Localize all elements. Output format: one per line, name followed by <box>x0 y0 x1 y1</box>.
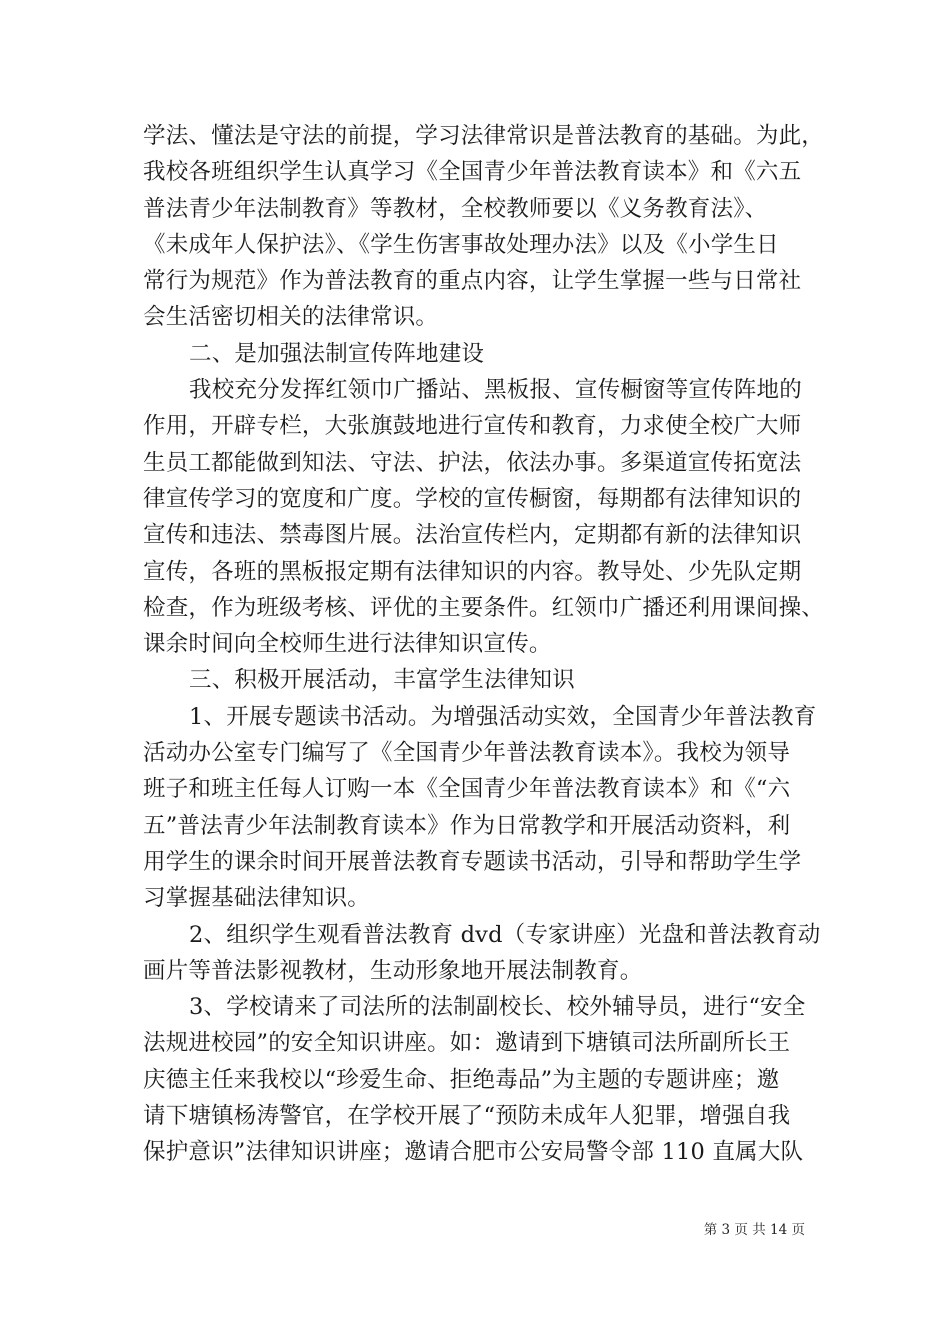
text-line: 请下塘镇杨涛警官，在学校开展了“预防未成年人犯罪，增强自我 <box>143 1103 791 1130</box>
text-line: 画片等普法影视教材，生动形象地开展法制教育。 <box>143 957 643 984</box>
text-line: 活动办公室专门编写了《全国青少年普法教育读本》。我校为领导 <box>143 740 791 767</box>
text-line: 常行为规范》作为普法教育的重点内容，让学生掌握一些与日常社 <box>143 268 802 295</box>
text-line: 普法青少年法制教育》等教材，全校教师要以《义务教育法》、 <box>143 195 768 222</box>
text-line: 律宣传学习的宽度和广度。学校的宣传橱窗，每期都有法律知识的 <box>143 485 802 512</box>
text-line: 检查，作为班级考核、评优的主要条件。红领巾广播还利用课间操、 <box>143 594 825 621</box>
text-line: 1、开展专题读书活动。为增强活动实效，全国青少年普法教育 <box>189 703 817 730</box>
text-line: 作用，开辟专栏，大张旗鼓地进行宣传和教育，力求使全校广大师 <box>143 413 802 440</box>
text-line: 我校充分发挥红领巾广播站、黑板报、宣传橱窗等宣传阵地的 <box>189 377 802 404</box>
text-line: 3、学校请来了司法所的法制副校长、校外辅导员，进行“安全 <box>189 994 806 1021</box>
text-line: 生员工都能做到知法、守法、护法，依法办事。多渠道宣传拓宽法 <box>143 449 802 476</box>
text-line: 班子和班主任每人订购一本《全国青少年普法教育读本》和《“六 <box>143 776 791 803</box>
text-line: 2、组织学生观看普法教育 dvd（专家讲座）光盘和普法教育动 <box>189 921 821 948</box>
text-line: 宣传和违法、禁毒图片展。法治宣传栏内，定期都有新的法律知识 <box>143 522 802 549</box>
text-line: 习掌握基础法律知识。 <box>143 885 371 912</box>
section-heading: 二、是加强法制宣传阵地建设 <box>189 340 485 367</box>
body-text <box>143 118 823 1171</box>
text-line: 用学生的课余时间开展普法教育专题读书活动，引导和帮助学生学 <box>143 848 802 875</box>
text-line: 会生活密切相关的法律常识。 <box>143 304 439 331</box>
text-line: 法规进校园”的安全知识讲座。如：邀请到下塘镇司法所副所长王 <box>143 1030 791 1057</box>
text-line: 宣传，各班的黑板报定期有法律知识的内容。教导处、少先队定期 <box>143 558 802 585</box>
text-line: 《未成年人保护法》、《学生伤害事故处理办法》以及《小学生日 <box>143 231 779 258</box>
text-line: 课余时间向全校师生进行法律知识宣传。 <box>143 631 552 658</box>
text-line: 我校各班组织学生认真学习《全国青少年普法教育读本》和《六五 <box>143 159 802 186</box>
section-heading: 三、积极开展活动，丰富学生法律知识 <box>189 667 575 694</box>
text-line: 五”普法青少年法制教育读本》作为日常教学和开展活动资料，利 <box>143 812 791 839</box>
text-line: 保护意识”法律知识讲座；邀请合肥市公安局警令部 110 直属大队 <box>143 1139 804 1166</box>
text-line: 庆德主任来我校以“珍爱生命、拒绝毒品”为主题的专题讲座；邀 <box>143 1066 780 1093</box>
page-number-footer: 第 3 页 共 14 页 <box>703 1222 805 1238</box>
text-line: 学法、懂法是守法的前提，学习法律常识是普法教育的基础。为此， <box>143 123 825 149</box>
